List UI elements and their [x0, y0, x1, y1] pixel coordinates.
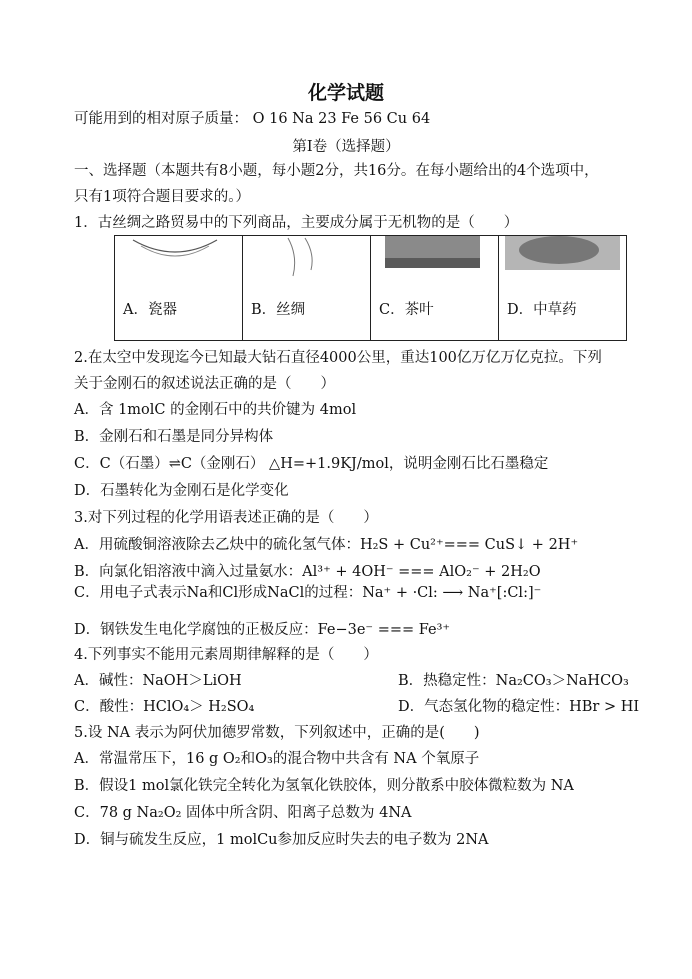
q4-option-d: D．气态氢化物的稳定性：HBr > HI	[398, 699, 640, 715]
q1-option-d: D．中草药	[499, 236, 627, 341]
q1-options-table	[114, 235, 627, 341]
q2-stem-line1: 2.在太空中发现迄今已知最大钻石直径4000公里，重达100亿万亿万亿克拉。下列	[74, 350, 602, 366]
q5-stem: 5.设 NA 表示为阿伏加德罗常数，下列叙述中，正确的是( )	[74, 725, 480, 741]
q4-option-a: A．碱性：NaOH＞LiOH	[74, 673, 242, 689]
q5-option-a: A．常温常压下，16 g O₂和O₃的混合物中共含有 NA 个氧原子	[74, 751, 480, 767]
q2-stem-line2: 关于金刚石的叙述说法正确的是（ ）	[74, 376, 335, 392]
q3-option-c: C．用电子式表示Na和Cl形成NaCl的过程：Na⁺ + ·Cl: ⟶ Na⁺[:Cl:]⁻	[74, 585, 542, 601]
q1-option-a: A．瓷器	[115, 236, 243, 341]
q5-option-d: D．铜与硫发生反应，1 molCu参加反应时失去的电子数为 2NA	[74, 832, 489, 848]
q5-option-c: C．78 g Na₂O₂ 固体中所含阴、阳离子总数为 4NA	[74, 805, 412, 821]
porcelain-image	[115, 236, 242, 280]
section-intro-line1: 一、选择题（本题共有8小题，每小题2分，共16分。在每小题给出的4个选项中，	[74, 163, 599, 179]
q2-option-c: C．C（石墨）⇌C（金刚石） △H=+1.9KJ/mol，说明金刚石比石墨稳定	[74, 456, 549, 472]
q2-option-a: A．含 1molC 的金刚石中的共价键为 4mol	[74, 402, 357, 418]
q3-option-a: A．用硫酸铜溶液除去乙炔中的硫化氢气体：H₂S + Cu²⁺=== CuS↓ + 2H⁺	[74, 537, 579, 553]
silk-image	[243, 236, 370, 280]
q2-option-b: B．金刚石和石墨是同分异构体	[74, 429, 274, 445]
q4-option-b: B．热稳定性：Na₂CO₃＞NaHCO₃	[398, 673, 629, 689]
herbal-medicine-image	[499, 236, 626, 280]
q1-stem: 1．古丝绸之路贸易中的下列商品，主要成分属于无机物的是（ ）	[74, 215, 519, 231]
atomic-masses: 可能用到的相对原子质量： O 16 Na 23 Fe 56 Cu 64	[74, 111, 431, 127]
section-intro-line2: 只有1项符合题目要求的。）	[74, 189, 250, 205]
q3-option-d: D．钢铁发生电化学腐蚀的正极反应：Fe−3e⁻ === Fe³⁺	[74, 622, 451, 638]
q4-option-c: C．酸性：HClO₄＞ H₂SO₄	[74, 699, 255, 715]
q5-option-b: B．假设1 mol氯化铁完全转化为氢氧化铁胶体，则分散系中胶体微粒数为 NA	[74, 778, 574, 794]
q1-option-b: B．丝绸	[243, 236, 371, 341]
tea-leaves-image	[371, 236, 498, 280]
q3-stem: 3.对下列过程的化学用语表述正确的是（ ）	[74, 510, 378, 526]
q4-stem: 4.下列事实不能用元素周期律解释的是（ ）	[74, 647, 378, 663]
q3-option-b: B．向氯化铝溶液中滴入过量氨水：Al³⁺ + 4OH⁻ === AlO₂⁻ + 2H₂O	[74, 564, 541, 580]
page-title: 化学试题	[307, 82, 384, 104]
q1-option-c: C．茶叶	[371, 236, 499, 341]
q2-option-d: D．石墨转化为金刚石是化学变化	[74, 483, 289, 499]
volume-heading: 第Ⅰ卷（选择题）	[292, 139, 400, 155]
